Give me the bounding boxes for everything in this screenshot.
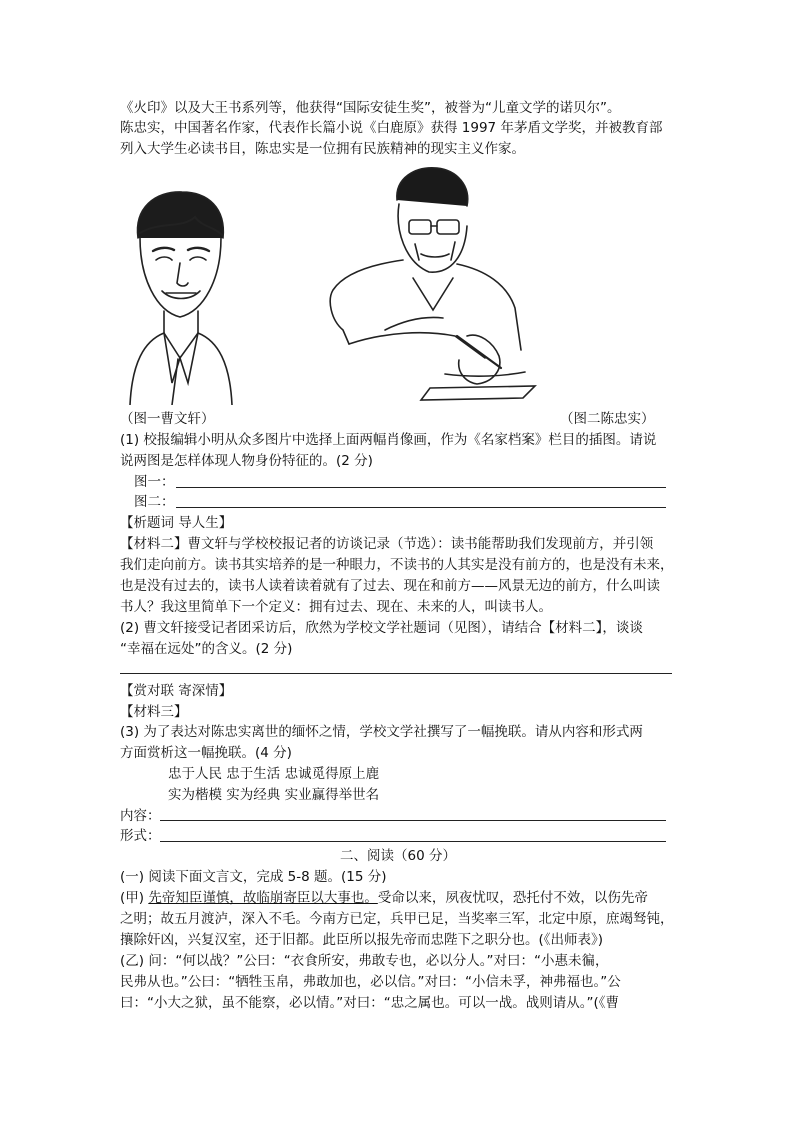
q1-label-figure1: 图一： bbox=[134, 474, 175, 490]
reading-heading: 二、阅读（60 分） bbox=[340, 848, 456, 864]
passage-yi-line-a: (乙) 问：“何以战？”公曰：“衣食所安，弗敢专也，必以分人。”对曰：“小惠未徧， bbox=[120, 953, 609, 969]
q1-text-b: 说两图是怎样体现人物身份特征的。(2 分) bbox=[120, 453, 373, 469]
section3-heading: 【赏对联 寄深情】 bbox=[120, 683, 233, 699]
q3-text-b: 方面赏析这一幅挽联。(4 分) bbox=[120, 745, 292, 761]
intro-line-2: 陈忠实，中国著名作家，代表作长篇小说《白鹿原》获得 1997 年茅盾文学奖，并被教育部 bbox=[120, 120, 663, 136]
q3-answer-form[interactable] bbox=[160, 841, 666, 842]
q3-text-a: (3) 为了表达对陈忠实离世的缅怀之情，学校文学社撰写了一幅挽联。请从内容和形式两 bbox=[120, 724, 643, 740]
passage-jia-underlined: 先帝知臣谨慎，故临崩寄臣以大事也。 bbox=[148, 890, 378, 906]
q1-answer-line-2[interactable] bbox=[176, 507, 666, 508]
passage-jia-line-c: 攘除奸凶，兴复汉室，还于旧都。此臣所以报先帝而忠陛下之职分也。(《出师表》) bbox=[120, 932, 604, 948]
q3-label-content: 内容： bbox=[120, 808, 161, 824]
q1-label-figure2: 图二： bbox=[134, 494, 175, 510]
passage-jia-line-b: 之明；故五月渡泸，深入不毛。今南方已定，兵甲已足，当奖率三军，北定中原，庶竭驽钝， bbox=[120, 911, 674, 927]
portrait-cao-wenxuan bbox=[120, 183, 238, 405]
passage-yi-line-b: 民弗从也。”公曰：“牺牲玉帛，弗敢加也，必以信。”对曰：“小信未孚，神弗福也。”公 bbox=[120, 974, 621, 990]
couplet-lower: 实为楷模 实为经典 实业赢得举世名 bbox=[168, 787, 380, 803]
passage-yi-line-c: 曰：“小大之狱，虽不能察，必以情。”对曰：“忠之属也。可以一战。战则请从。”(《曹 bbox=[120, 995, 619, 1011]
portrait-chen-zhongshi bbox=[325, 160, 540, 405]
material2-line-b: 我们走向前方。读书其实培养的是一种眼力，不读书的人其实是没有前方的，也是没有未来， bbox=[120, 557, 674, 573]
q3-answer-content[interactable] bbox=[160, 820, 666, 821]
passage-jia-rest: 受命以来，夙夜忧叹，恐托付不效，以伤先帝 bbox=[377, 890, 648, 906]
section2-heading: 【析题词 导人生】 bbox=[120, 515, 233, 531]
figure-caption-1: （图一曹文轩） bbox=[120, 411, 215, 427]
q2-text-b: “幸福在远处”的含义。(2 分) bbox=[120, 641, 293, 657]
q1-text-a: (1) 校报编辑小明从众多图片中选择上面两幅肖像画，作为《名家档案》栏目的插图。请说 bbox=[120, 432, 657, 448]
intro-line-3: 列入大学生必读书目，陈忠实是一位拥有民族精神的现实主义作家。 bbox=[120, 141, 525, 157]
couplet-upper: 忠于人民 忠于生活 忠诚觅得原上鹿 bbox=[168, 766, 380, 782]
passage-jia-prefix: (甲) bbox=[120, 890, 149, 906]
q3-label-form: 形式： bbox=[120, 828, 161, 844]
material2-line-a: 【材料二】曹文轩与学校校报记者的访谈记录（节选）：读书能帮助我们发现前方，并引领 bbox=[120, 536, 654, 552]
q2-answer-line[interactable] bbox=[120, 673, 672, 674]
material2-line-d: 书人？我这里简单下一个定义：拥有过去、现在、未来的人，叫读书人。 bbox=[120, 599, 552, 615]
q2-text-a: (2) 曹文轩接受记者团采访后，欣然为学校文学社题词（见图），请结合【材料二】，谈谈 bbox=[120, 620, 643, 636]
passage-jia-line-a bbox=[120, 888, 648, 908]
material3-label: 【材料三】 bbox=[120, 704, 188, 720]
q1-answer-line-1[interactable] bbox=[176, 487, 666, 488]
material2-line-c: 也是没有过去的，读书人读着读着就有了过去、现在和前方——风景无边的前方，什么叫读 bbox=[120, 578, 660, 594]
reading-sub1: (一) 阅读下面文言文，完成 5-8 题。(15 分) bbox=[120, 869, 387, 885]
intro-line-1: 《火印》以及大王书系列等，他获得“国际安徒生奖”，被誉为“儿童文学的诺贝尔”。 bbox=[120, 100, 621, 116]
figure-caption-2: （图二陈忠实） bbox=[560, 411, 655, 427]
